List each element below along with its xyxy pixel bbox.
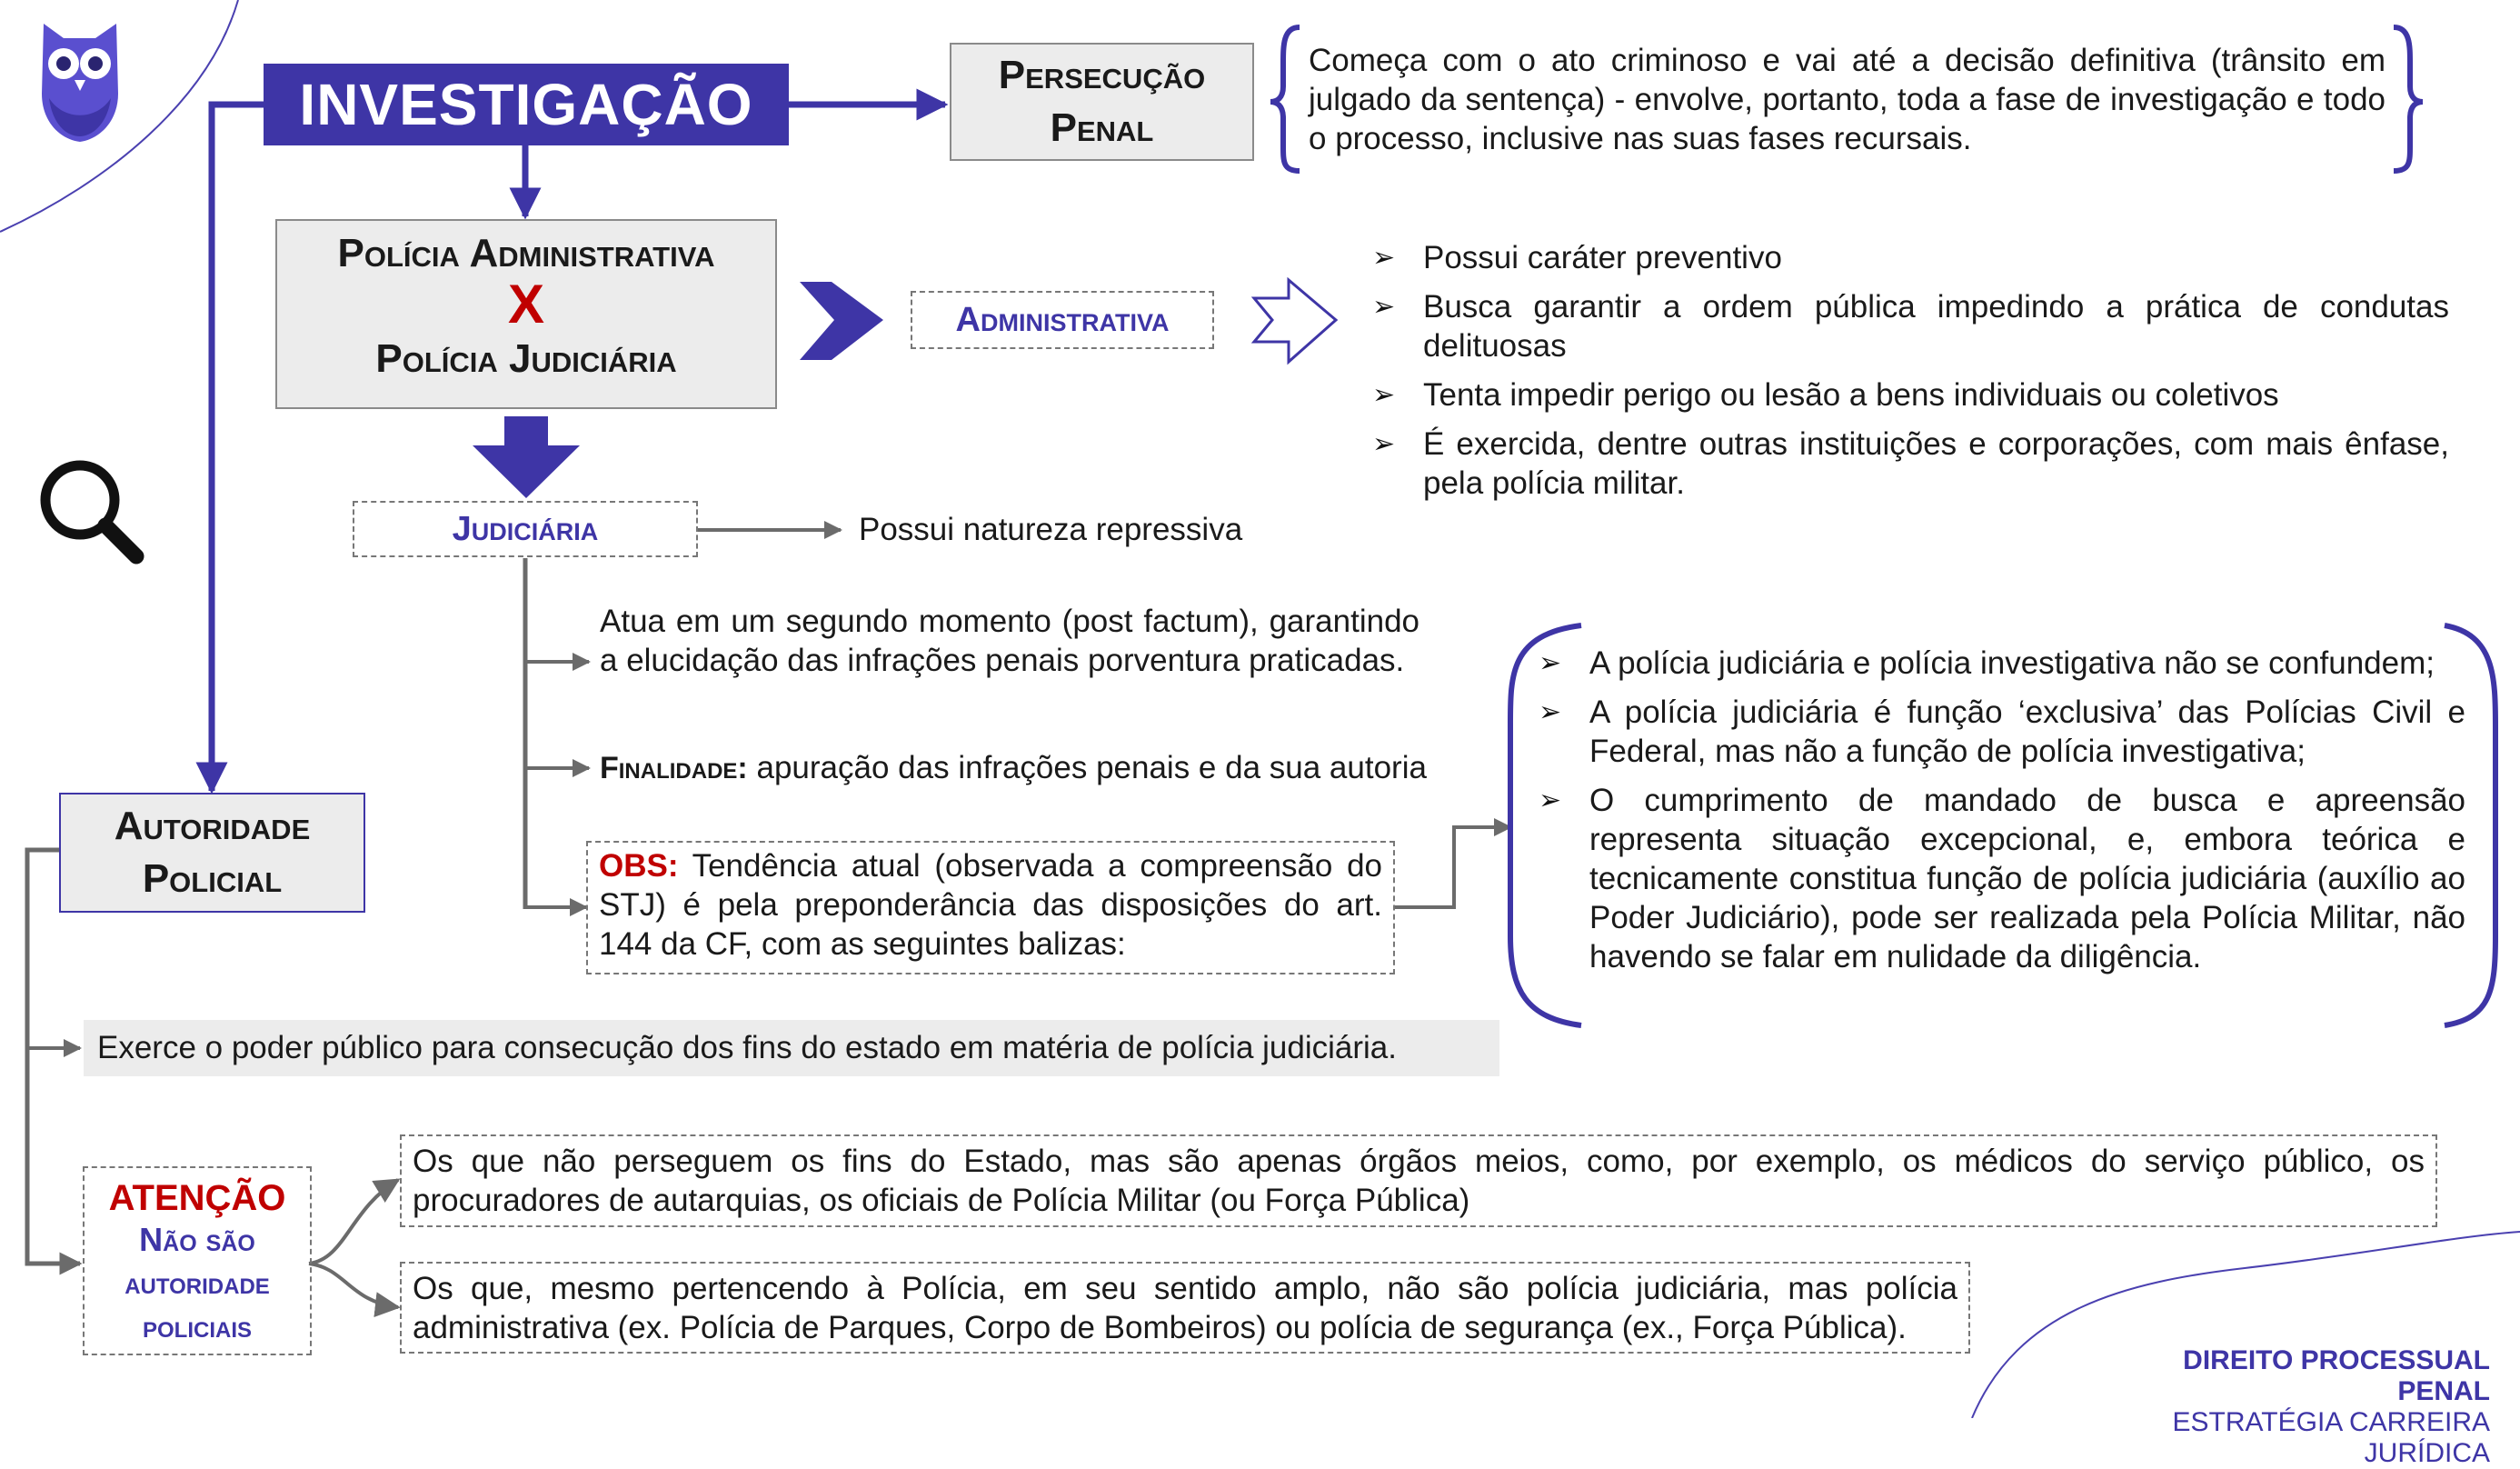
nao-sao-item-2: Os que, mesmo pertencendo à Polícia, em seu sentido amplo, não são polícia judiciária, mas polícia administrativa (ex. Polícia de Parques, Corpo de Bombeiros) ou polícia de segurança (ex., Força Pública). (400, 1262, 1970, 1354)
finalidade-label: Finalidade: (600, 751, 748, 785)
administrativa-item: ➢ Possui caráter preventivo (1372, 238, 2449, 277)
footer-line1: DIREITO PROCESSUAL PENAL (2183, 1345, 2490, 1406)
administrativa-item: ➢ Busca garantir a ordem pública impedindo a prática de condutas delituosas (1372, 287, 2449, 365)
obs-box (586, 841, 1395, 974)
nao-sao-line3: policiais (142, 1310, 252, 1344)
administrativa-label: Administrativa (911, 291, 1214, 349)
autoridade-policial-box: Autoridade Policial (59, 793, 365, 913)
baliza-item: ➢ A polícia judiciária é função ‘exclusiva’ das Polícias Civil e Federal, mas não a função de polícia investigativa; (1539, 693, 2465, 771)
obs-text: Tendência atual (observada a compreensão do STJ) é pela preponderância das disposições do art. 144 da CF, com as seguintes balizas: (599, 848, 1383, 962)
judiciaria-finalidade (600, 748, 1427, 788)
baliza-item: ➢ O cumprimento de mandado de busca e apreensão representa situação excepcional, e, embora teórica e tecnicamente constitua função de polícia judiciária (auxílio ao Poder Judiciário), pode ser realizada pela Polícia Militar, não havendo se falar em nulidade da diligência. (1539, 781, 2465, 976)
atencao-box (83, 1166, 312, 1355)
baliza-item: ➢ A polícia judiciária e polícia investigativa não se confundem; (1539, 644, 2465, 683)
filled-arrow-administrativa (800, 282, 883, 360)
arrow-to-item1 (309, 1180, 398, 1264)
brace-left-persecucao (1270, 27, 1300, 171)
brace-right-persecucao (2394, 27, 2423, 171)
obs-label: OBS: (599, 848, 679, 884)
balizas-list (1539, 644, 2465, 986)
administrativa-item: ➢ Tenta impedir perigo ou lesão a bens individuais ou coletivos (1372, 375, 2449, 415)
finalidade-text: apuração das infrações penais e da sua autoria (756, 750, 1427, 785)
judiciaria-natureza: Possui natureza repressiva (859, 512, 1243, 547)
administrativa-list (1372, 238, 2449, 513)
arrow-to-autoridade (212, 105, 264, 791)
magnifier-icon (35, 455, 148, 568)
investigacao-title: INVESTIGAÇÃO (264, 64, 789, 145)
atencao-label: ATENÇÃO (108, 1178, 286, 1218)
policia-judiciaria-label: Polícia Judiciária (375, 336, 677, 381)
nao-sao-line1: Não são (139, 1221, 255, 1258)
outline-arrow-administrativa (1254, 280, 1336, 362)
administrativa-item: ➢ É exercida, dentre outras instituições e corporações, com mais ênfase, pela polícia militar. (1372, 425, 2449, 503)
arrow-to-balizas (1395, 827, 1510, 907)
nao-sao-line2: autoridade (125, 1266, 270, 1301)
policia-administrativa-label: Polícia Administrativa (337, 231, 715, 275)
judiciaria-atua: Atua em um segundo momento (post factum), garantindo a elucidação das infrações penais porventura praticadas. (600, 604, 1419, 678)
owl-logo-icon (36, 7, 123, 144)
autoridade-exerce: Exerce o poder público para consecução dos fins do estado em matéria de polícia judiciária. (84, 1020, 1499, 1076)
persecucao-text: Começa com o ato criminoso e vai até a decisão definitiva (trânsito em julgado da sentença) - envolve, portanto, toda a fase de investigação e todo o processo, inclusive nas suas fases recursais. (1309, 43, 2386, 156)
nao-sao-item-1: Os que não perseguem os fins do Estado, mas são apenas órgãos meios, como, por exemplo, os médicos do serviço público, os procuradores de autarquias, os oficiais de Polícia Militar (ou Força Pública) (400, 1134, 2437, 1227)
versus-x: X (507, 274, 545, 335)
filled-arrow-judiciaria (473, 416, 580, 498)
policia-box (275, 219, 777, 409)
persecucao-penal-box: Persecução Penal (950, 43, 1254, 161)
arrow-to-item2 (309, 1264, 398, 1307)
footer-line2: ESTRATÉGIA CARREIRA JURÍDICA (2172, 1407, 2490, 1468)
footer (2090, 1345, 2490, 1469)
judiciaria-label: Judiciária (353, 501, 698, 557)
